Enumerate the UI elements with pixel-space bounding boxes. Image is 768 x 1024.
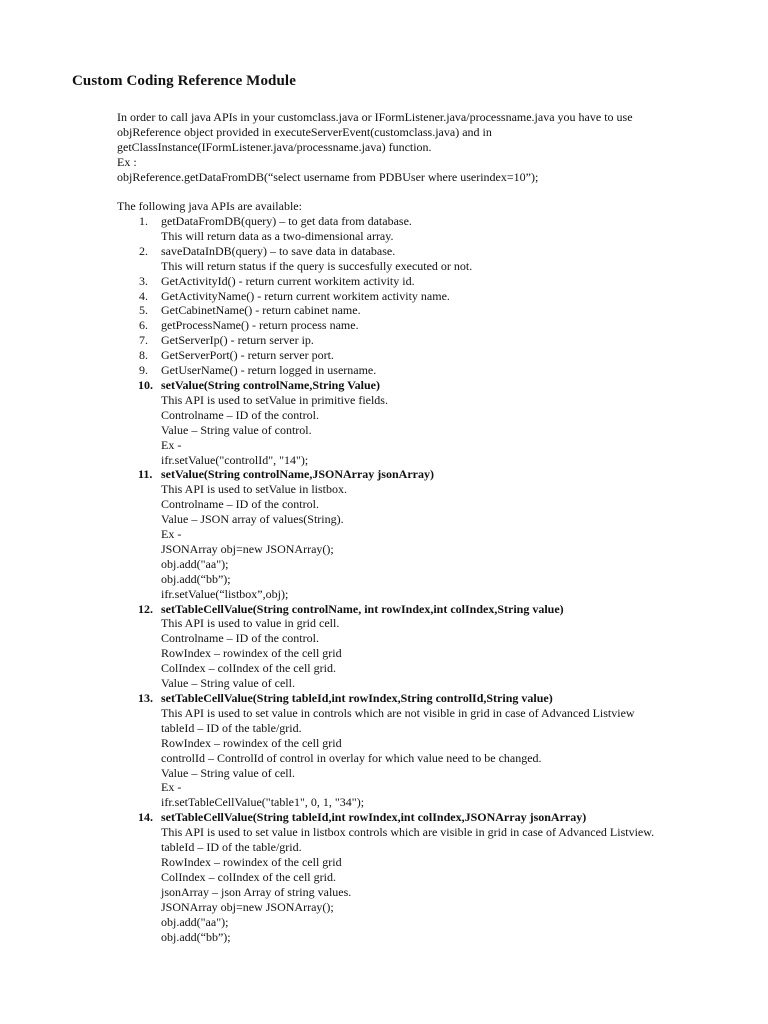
api-description-line: ColIndex – colIndex of the cell grid. — [161, 661, 336, 676]
api-list-item — [117, 363, 757, 378]
list-number: 1. — [139, 214, 148, 228]
api-description-line: This API is used to set value in listbox controls which are visible in grid in case of Advanced Listview. — [161, 825, 655, 840]
document-title: Custom Coding Reference Module — [72, 73, 296, 89]
api-signature: GetCabinetName() - return cabinet name. — [161, 303, 361, 318]
api-signature: getProcessName() - return process name. — [161, 318, 359, 333]
api-description-line: JSONArray obj=new JSONArray(); — [161, 541, 334, 556]
api-description-line: obj.add("aa"); — [161, 556, 229, 571]
api-description-line: Value – JSON array of values(String). — [161, 512, 344, 527]
api-description-line: This will return data as a two-dimensional array. — [161, 228, 394, 243]
api-description-line: ifr.setValue("controlId", "14"); — [161, 452, 309, 467]
list-number: 6. — [139, 318, 148, 333]
api-description-line: Controlname – ID of the control. — [161, 631, 319, 646]
api-signature: saveDataInDB(query) – to save data in database. — [161, 243, 396, 258]
api-description-line: Controlname – ID of the control. — [161, 407, 319, 422]
list-number: 2. — [139, 243, 148, 258]
api-description-line: This API is used to set value in controls which are not visible in grid in case of Advanced Listview — [161, 705, 635, 720]
api-description-line: Controlname – ID of the control. — [161, 497, 319, 512]
api-description-line: tableId – ID of the table/grid. — [161, 840, 302, 855]
api-description-line: RowIndex – rowindex of the cell grid — [161, 646, 342, 661]
api-description-line: JSONArray obj=new JSONArray(); — [161, 899, 334, 914]
api-description-line: Ex - — [161, 437, 182, 452]
api-description-line: tableId – ID of the table/grid. — [161, 720, 302, 735]
api-description-line: Value – String value of cell. — [161, 765, 295, 780]
list-number: 4. — [139, 288, 148, 303]
api-list-item — [117, 289, 757, 304]
api-description-line: obj.add("aa"); — [161, 914, 229, 929]
apis-intro: The following java APIs are available: — [117, 199, 302, 213]
api-description-line: jsonArray – json Array of string values. — [161, 884, 352, 899]
api-signature: GetServerPort() - return server port. — [161, 348, 334, 363]
api-description-line: RowIndex – rowindex of the cell grid — [161, 735, 342, 750]
api-description-line: Value – String value of control. — [161, 422, 312, 437]
list-number: 9. — [139, 363, 148, 378]
api-description-line: This API is used to value in grid cell. — [161, 616, 340, 631]
intro-line: objReference.getDataFromDB(“select username from PDBUser where userindex=10”); — [117, 169, 539, 184]
api-list-item — [117, 467, 757, 601]
intro-line: In order to call java APIs in your customclass.java or IFormListener.java/processname.java you have to use — [117, 110, 633, 124]
api-list-item — [117, 348, 757, 363]
api-list — [117, 214, 757, 944]
api-description-line: Value – String value of cell. — [161, 676, 295, 691]
api-list-item — [117, 333, 757, 348]
api-list-item — [117, 274, 757, 289]
list-number: 11. — [138, 467, 153, 482]
api-description-line: ColIndex – colIndex of the cell grid. — [161, 869, 336, 884]
api-signature: GetServerIp() - return server ip. — [161, 333, 314, 348]
api-signature: setValue(String controlName,JSONArray jsonArray) — [161, 467, 434, 482]
api-list-item — [117, 691, 757, 810]
api-list-item — [117, 244, 757, 274]
api-list-item — [117, 214, 757, 244]
list-number: 14. — [138, 810, 153, 825]
api-list-item — [117, 303, 757, 318]
api-signature: GetActivityId() - return current workitem activity id. — [161, 273, 415, 288]
list-number: 10. — [138, 377, 153, 392]
api-description-line: controlId – ControlId of control in overlay for which value need to be changed. — [161, 750, 542, 765]
api-description-line: obj.add(“bb”); — [161, 929, 231, 944]
list-number: 3. — [139, 273, 148, 288]
api-signature: setTableCellValue(String controlName, int rowIndex,int colIndex,String value) — [161, 601, 564, 616]
api-description-line: RowIndex – rowindex of the cell grid — [161, 854, 342, 869]
api-signature: setValue(String controlName,String Value) — [161, 377, 380, 392]
list-number: 13. — [138, 691, 153, 705]
api-list-item — [117, 318, 757, 333]
api-signature: getDataFromDB(query) – to get data from database. — [161, 214, 412, 228]
api-signature: GetUserName() - return logged in username. — [161, 363, 377, 378]
api-signature: setTableCellValue(String tableId,int rowIndex,int colIndex,JSONArray jsonArray) — [161, 810, 587, 825]
api-list-item — [117, 602, 757, 691]
api-description-line: This API is used to setValue in primitive fields. — [161, 392, 388, 407]
api-description-line: This API is used to setValue in listbox. — [161, 482, 347, 497]
api-description-line: ifr.setValue(“listbox”,obj); — [161, 586, 289, 601]
api-signature: setTableCellValue(String tableId,int rowIndex,String controlId,String value) — [161, 691, 553, 705]
intro-line: getClassInstance(IFormListener.java/processname.java) function. — [117, 139, 432, 154]
api-description-line: obj.add(“bb”); — [161, 571, 231, 586]
intro-paragraph — [117, 110, 737, 185]
api-description-line: Ex - — [161, 780, 182, 795]
intro-line: Ex : — [117, 154, 137, 169]
api-signature: GetActivityName() - return current workitem activity name. — [161, 288, 450, 303]
api-list-item — [117, 378, 757, 467]
api-description-line: ifr.setTableCellValue("table1", 0, 1, "34"); — [161, 795, 365, 810]
list-number: 7. — [139, 333, 148, 348]
api-description-line: Ex - — [161, 527, 182, 542]
list-number: 8. — [139, 348, 148, 363]
intro-line: objReference object provided in executeServerEvent(customclass.java) and in — [117, 124, 492, 139]
list-number: 5. — [139, 303, 148, 318]
api-list-item — [117, 810, 757, 944]
list-number: 12. — [138, 601, 153, 616]
api-description-line: This will return status if the query is succesfully executed or not. — [161, 258, 473, 273]
